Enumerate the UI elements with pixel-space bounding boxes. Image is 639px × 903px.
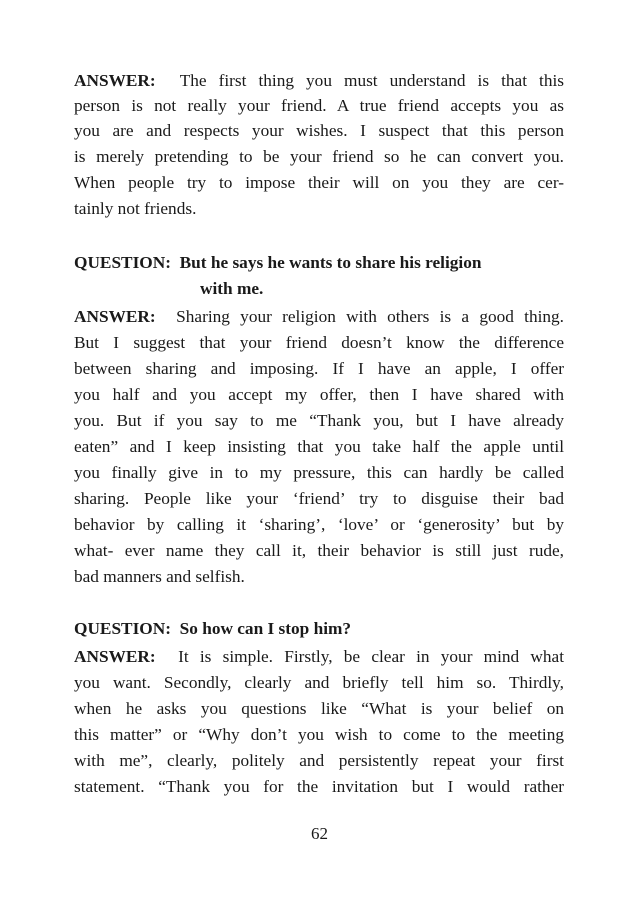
question-3-line-1 [74,618,564,640]
answer-2-line-4: you half and you accept my offer, then I have shared with [74,385,564,404]
answer-2-line-7: you finally give in to my pressure, this can hardly be called [74,463,564,482]
answer-2-line-9: behavior by calling it ‘sharing’, ‘love’ or ‘generosity’ but by [74,515,564,534]
question-text: So how can I stop him? [179,619,352,638]
question-label: QUESTION: [74,619,171,638]
answer-label: ANSWER: [74,71,156,90]
answer-text: Sharing your religion with others is a good thing. [176,307,565,326]
answer-label: ANSWER: [74,307,156,326]
answer-3-line-5: with me”, clearly, politely and persistently repeat your first [74,751,564,770]
question-2-line-2: with me. [200,279,264,298]
answer-3-line-3: when he asks you questions like “What is your belief on [74,699,564,718]
answer-3-line-6: statement. “Thank you for the invitation but I would rather [74,777,564,796]
answer-2-line-11: bad manners and selfish. [74,567,245,586]
answer-3-line-1 [74,646,564,668]
question-label: QUESTION: [74,253,171,272]
answer-1-line-4: is merely pretending to be your friend so he can convert you. [74,147,564,166]
answer-text: The first thing you must understand is that this [179,71,564,90]
answer-1-line-6: tainly not friends. [74,199,197,218]
page-number: 62 [311,824,328,843]
answer-2-line-1 [74,306,564,328]
answer-2-line-2: But I suggest that your friend doesn’t know the difference [74,333,564,352]
answer-2-line-8: sharing. People like your ‘friend’ try to disguise their bad [74,489,564,508]
answer-1-line-3: you are and respects your wishes. I suspect that this person [74,121,564,140]
answer-2-line-5: you. But if you say to me “Thank you, but I have already [74,411,564,430]
answer-2-line-6: eaten” and I keep insisting that you take half the apple until [74,437,564,456]
answer-3-line-2: you want. Secondly, clearly and briefly tell him so. Thirdly, [74,673,564,692]
answer-label: ANSWER: [74,647,156,666]
answer-1-line-5: When people try to impose their will on you they are cer- [74,173,564,192]
answer-text: It is simple. Firstly, be clear in your mind what [178,647,565,666]
answer-2-line-10: what- ever name they call it, their behavior is still just rude, [74,541,564,560]
answer-3-line-4: this matter” or “Why don’t you wish to come to the meeting [74,725,564,744]
question-2-line-1 [74,252,564,274]
answer-1-line-2: person is not really your friend. A true friend accepts you as [74,96,564,115]
answer-2-line-3: between sharing and imposing. If I have an apple, I offer [74,359,564,378]
answer-1-line-1 [74,70,564,92]
question-text: But he says he wants to share his religion [179,253,482,272]
